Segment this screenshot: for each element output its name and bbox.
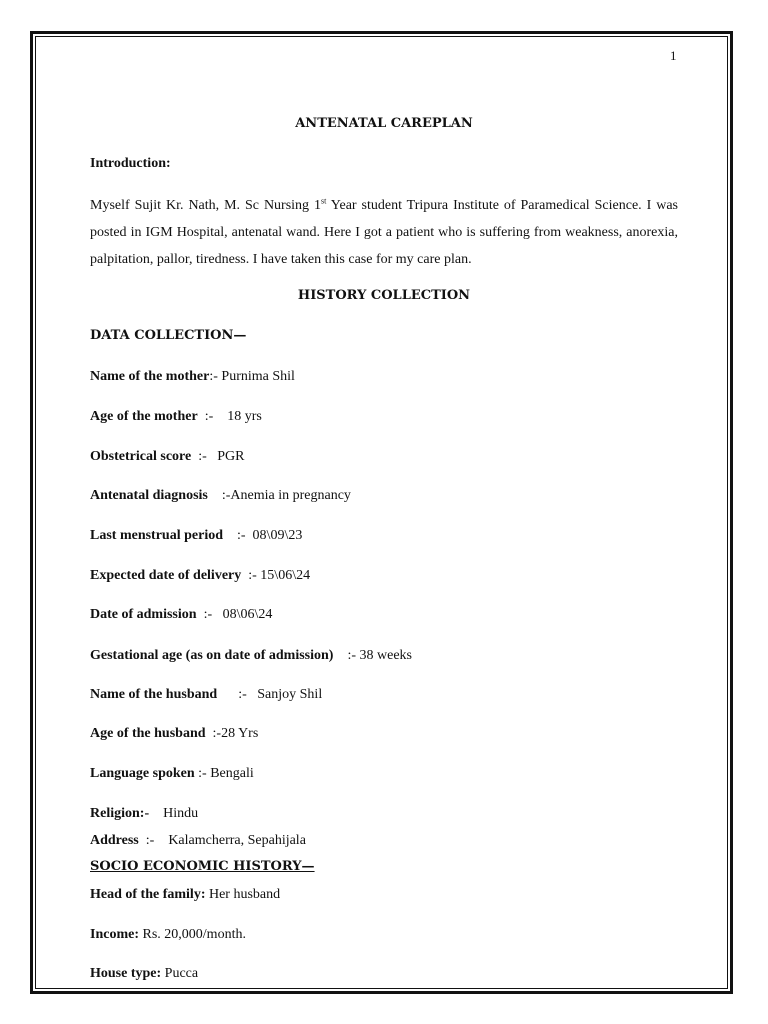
- field-obstetrical-score: [90, 449, 245, 465]
- field-value: :- Bengali: [194, 766, 254, 781]
- field-gestational-age: [90, 648, 412, 664]
- field-value: :- 15\06\24: [241, 568, 311, 583]
- field-value: :-Anemia in pregnancy: [207, 488, 351, 503]
- field-value: Hindu: [149, 806, 199, 821]
- field-last-menstrual-period: [90, 528, 302, 544]
- field-value: Her husband: [205, 887, 281, 902]
- field-label: Antenatal diagnosis: [90, 488, 208, 503]
- field-label: Religion:-: [90, 806, 150, 821]
- field-value: :- 18 yrs: [197, 409, 262, 424]
- field-label: Obstetrical score: [90, 449, 192, 464]
- introduction-paragraph: [90, 192, 678, 273]
- field-language-spoken: [90, 766, 254, 782]
- field-label: Income:: [90, 927, 139, 942]
- field-antenatal-diagnosis: [90, 488, 351, 504]
- field-label: Last menstrual period: [90, 528, 223, 543]
- field-expected-delivery: [90, 568, 310, 584]
- field-label: Expected date of delivery: [90, 568, 242, 583]
- field-value: :- 08\09\23: [223, 528, 303, 543]
- page-number: 1: [670, 48, 677, 63]
- field-label: Name of the husband: [90, 687, 218, 702]
- field-value: :- Kalamcherra, Sepahijala: [138, 833, 306, 848]
- intro-text-2: Year student Tripura Institute of Paramedical Science. I was posted in IGM Hospital, antenatal wand. Here I got a patient who is suffering from weakness, anorexia, palpitation, pallor, tiredness. I have taken this case for my care plan.: [90, 198, 678, 267]
- field-address: [90, 833, 306, 849]
- intro-superscript: st: [321, 196, 327, 206]
- field-date-of-admission: [90, 607, 272, 623]
- field-mother-name: [90, 369, 295, 385]
- socio-economic-heading: SOCIO ECONOMIC HISTORY—: [90, 859, 315, 874]
- field-label: Gestational age (as on date of admission): [90, 648, 334, 663]
- field-value: :- 08\06\24: [196, 607, 273, 622]
- field-label: Date of admission: [90, 607, 197, 622]
- field-label: House type:: [90, 966, 162, 981]
- field-value: :-28 Yrs: [205, 726, 259, 741]
- field-value: :- Purnima Shil: [209, 369, 295, 384]
- field-income: [90, 927, 246, 943]
- field-value: :- 38 weeks: [333, 648, 412, 663]
- field-label: Address: [90, 833, 139, 848]
- intro-text-1: Myself Sujit Kr. Nath, M. Sc Nursing 1: [90, 198, 321, 213]
- field-head-of-family: [90, 887, 280, 903]
- field-label: Age of the mother: [90, 409, 198, 424]
- document-title: ANTENATAL CAREPLAN: [295, 116, 473, 131]
- field-house-type: [90, 966, 198, 982]
- field-value: :- PGR: [191, 449, 245, 464]
- field-mother-age: [90, 409, 262, 425]
- field-label: Head of the family:: [90, 887, 206, 902]
- field-religion: [90, 806, 198, 822]
- introduction-label: Introduction:: [90, 156, 171, 171]
- history-collection-heading: HISTORY COLLECTION: [297, 288, 471, 303]
- field-value: Pucca: [161, 966, 199, 981]
- field-label: Age of the husband: [90, 726, 206, 741]
- field-husband-age: [90, 726, 258, 742]
- field-value: Rs. 20,000/month.: [139, 927, 246, 942]
- field-label: Name of the mother: [90, 369, 210, 384]
- data-collection-heading: DATA COLLECTION—: [90, 328, 247, 343]
- field-value: :- Sanjoy Shil: [217, 687, 323, 702]
- field-husband-name: [90, 687, 322, 703]
- field-label: Language spoken: [90, 766, 195, 781]
